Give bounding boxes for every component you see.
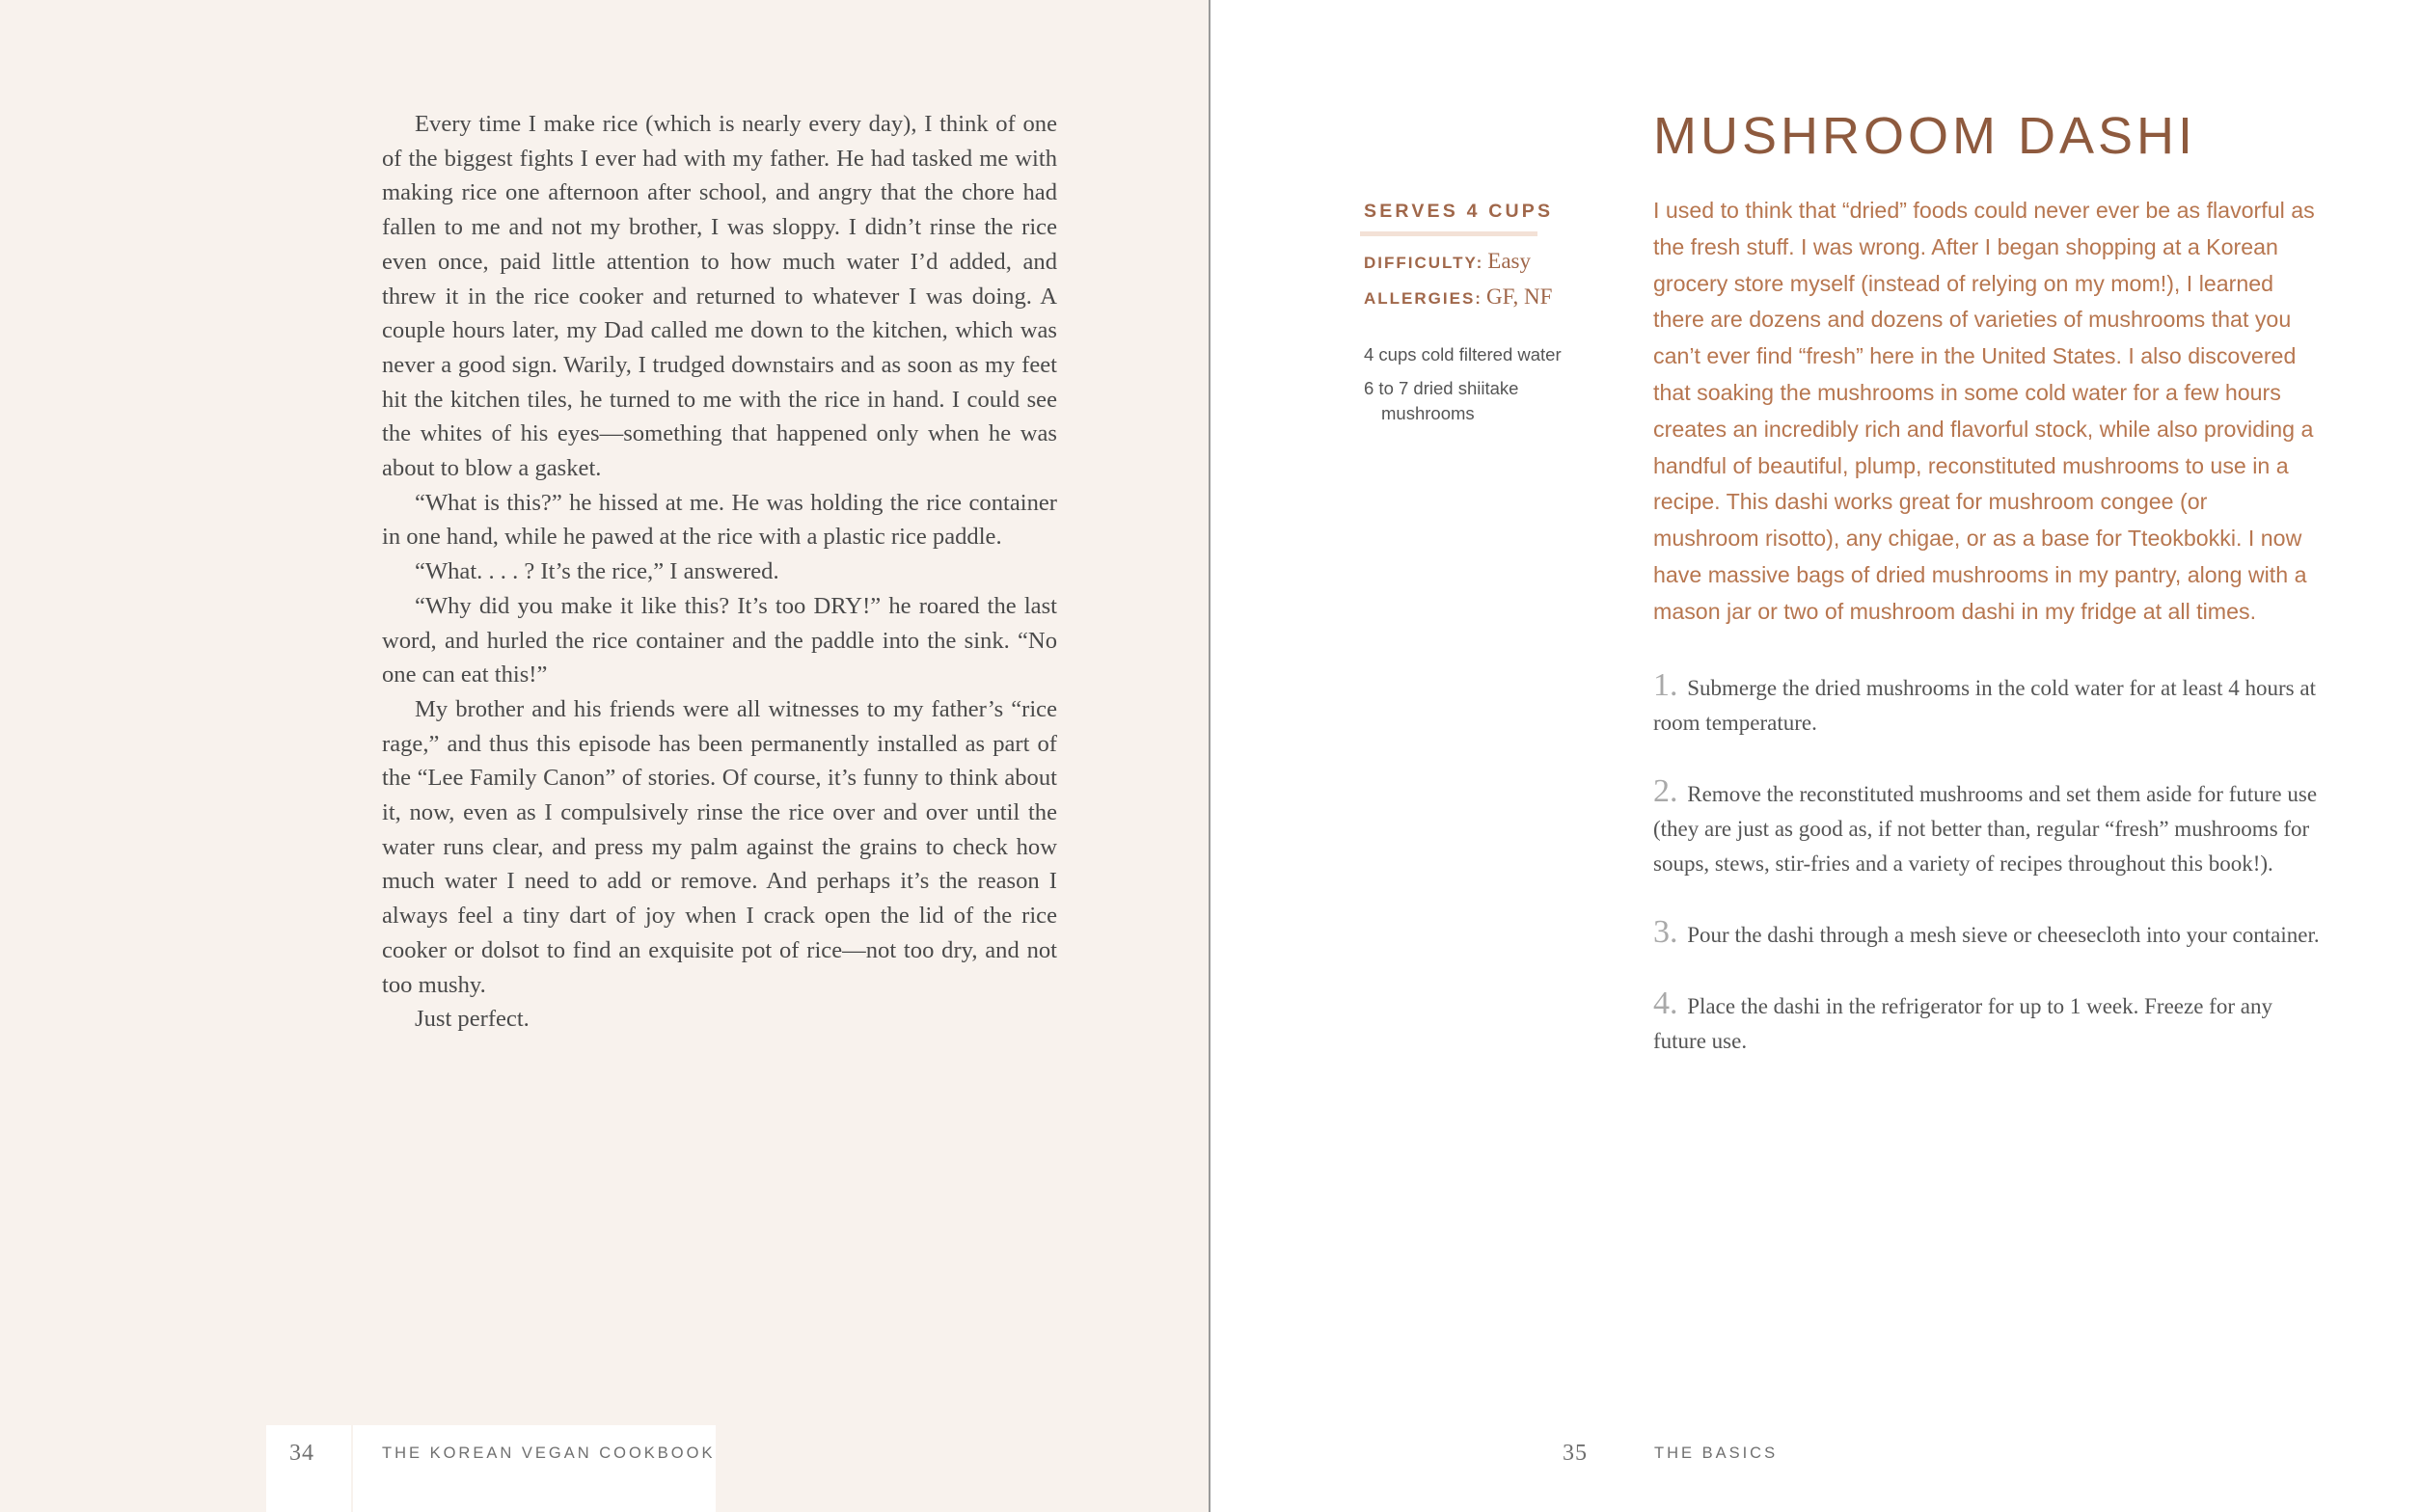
folio-number-box [266, 1425, 351, 1512]
essay-text [382, 107, 1057, 1037]
essay-paragraph: “Why did you make it like this? It’s too DRY!” he roared the last word, and hurled the rice container and the paddle into the sink. “No one can eat this!” [382, 592, 1057, 688]
difficulty-label: DIFFICULTY: [1364, 254, 1484, 272]
step-number: 2. [1653, 773, 1678, 809]
page-number: 35 [1563, 1441, 1588, 1466]
allergies-value: GF, NF [1485, 284, 1553, 309]
recipe-step [1653, 986, 2328, 1059]
essay-paragraph: My brother and his friends were all witnesses to my father’s “rice rage,” and thus this episode has been permanently installed as part of the “Lee Family Canon” of stories. Of course, it’s funny to think about it, now, even as I compulsively rinse the rice over and over until the water runs clear, and press my palm against the grains to check how much water I need to add or remove. And perhaps it’s the reason I always feel a tiny dart of joy when I crack open the lid of the rice cooker or dolsot to find an exquisite pot of rice—not too dry, and not too mushy. [382, 695, 1057, 998]
step-number: 1. [1653, 667, 1678, 703]
running-head: THE KOREAN VEGAN COOKBOOK [382, 1444, 716, 1462]
recipe-step [1653, 915, 2328, 953]
step-text: Remove the reconstituted mushrooms and set them aside for future use (they are just as good as, if not better than, regular “fresh” mushrooms for soups, stews, stir-fries and a variety of recipes throughout this book!). [1653, 782, 2318, 876]
difficulty-value: Easy [1487, 249, 1532, 273]
allergies-label: ALLERGIES: [1364, 289, 1483, 308]
essay-paragraph: “What is this?” he hissed at me. He was holding the rice container in one hand, while he pawed at the rice with a plastic rice paddle. [382, 489, 1057, 551]
recipe-title: MUSHROOM DASHI [1653, 107, 2197, 165]
allergies-line [1364, 284, 1552, 310]
essay-paragraph: “What. . . . ? It’s the rice,” I answered. [415, 558, 779, 585]
recipe-steps [1653, 668, 2328, 1093]
step-text: Place the dashi in the refrigerator for up to 1 week. Freeze for any future use. [1653, 994, 2272, 1053]
ingredient-list [1364, 342, 1595, 435]
ingredient-item: 6 to 7 dried shiitake mushrooms [1364, 378, 1519, 423]
step-text: Submerge the dried mushrooms in the cold water for at least 4 hours at room temperature. [1653, 676, 2316, 735]
running-head: THE BASICS [1654, 1444, 1779, 1462]
ingredient-item: 4 cups cold filtered water [1364, 344, 1562, 364]
step-number: 4. [1653, 986, 1678, 1021]
recipe-intro: I used to think that “dried” foods could never ever be as flavorful as the fresh stuff. I was wrong. After I began shopping at a Korean grocery store myself (instead of relying on my mom!), I learned there are dozens and dozens of varieties of mushrooms that you can’t ever find “fresh” here in the United States. I also discovered that soaking the mushrooms in some cold water for a few hours creates an incredibly rich and flavorful stock, while also providing a handful of beautiful, plump, reconstituted mushrooms to use in a recipe. This dashi works great for mushroom congee (or mushroom risotto), any chigae, or as a base for Tteokbokki. I now have massive bags of dried mushrooms in my pantry, along with a mason jar or two of mushroom dashi in my fridge at all times. [1653, 198, 2315, 624]
left-page [0, 0, 1209, 1512]
essay-paragraph: Just perfect. [415, 1006, 530, 1033]
step-text: Pour the dashi through a mesh sieve or cheesecloth into your container. [1687, 923, 2320, 947]
step-number: 3. [1653, 914, 1678, 950]
difficulty-line [1364, 249, 1531, 274]
recipe-step [1653, 668, 2328, 741]
serves-label: SERVES 4 CUPS [1364, 201, 1554, 222]
folio-title-box [353, 1425, 716, 1512]
essay-paragraph: Every time I make rice (which is nearly every day), I think of one of the biggest fights I ever had with my father. He had tasked me with making rice one afternoon after school, and angry that the chore had fallen to me and not my brother, I was sloppy. I didn’t rinse the rice even once, paid little attention to how much water I’d added, and threw it in the rice cooker and returned to whatever I was doing. A couple hours later, my Dad called me down to the kitchen, which was never a good sign. Warily, I trudged downstairs and as soon as my feet hit the kitchen tiles, he turned to me with the rice in hand. I could see the whites of his eyes—something that happened only when he was about to blow a gasket. [382, 111, 1057, 482]
page-number: 34 [289, 1441, 314, 1466]
recipe-step [1653, 774, 2328, 881]
serves-underline [1360, 231, 1537, 236]
